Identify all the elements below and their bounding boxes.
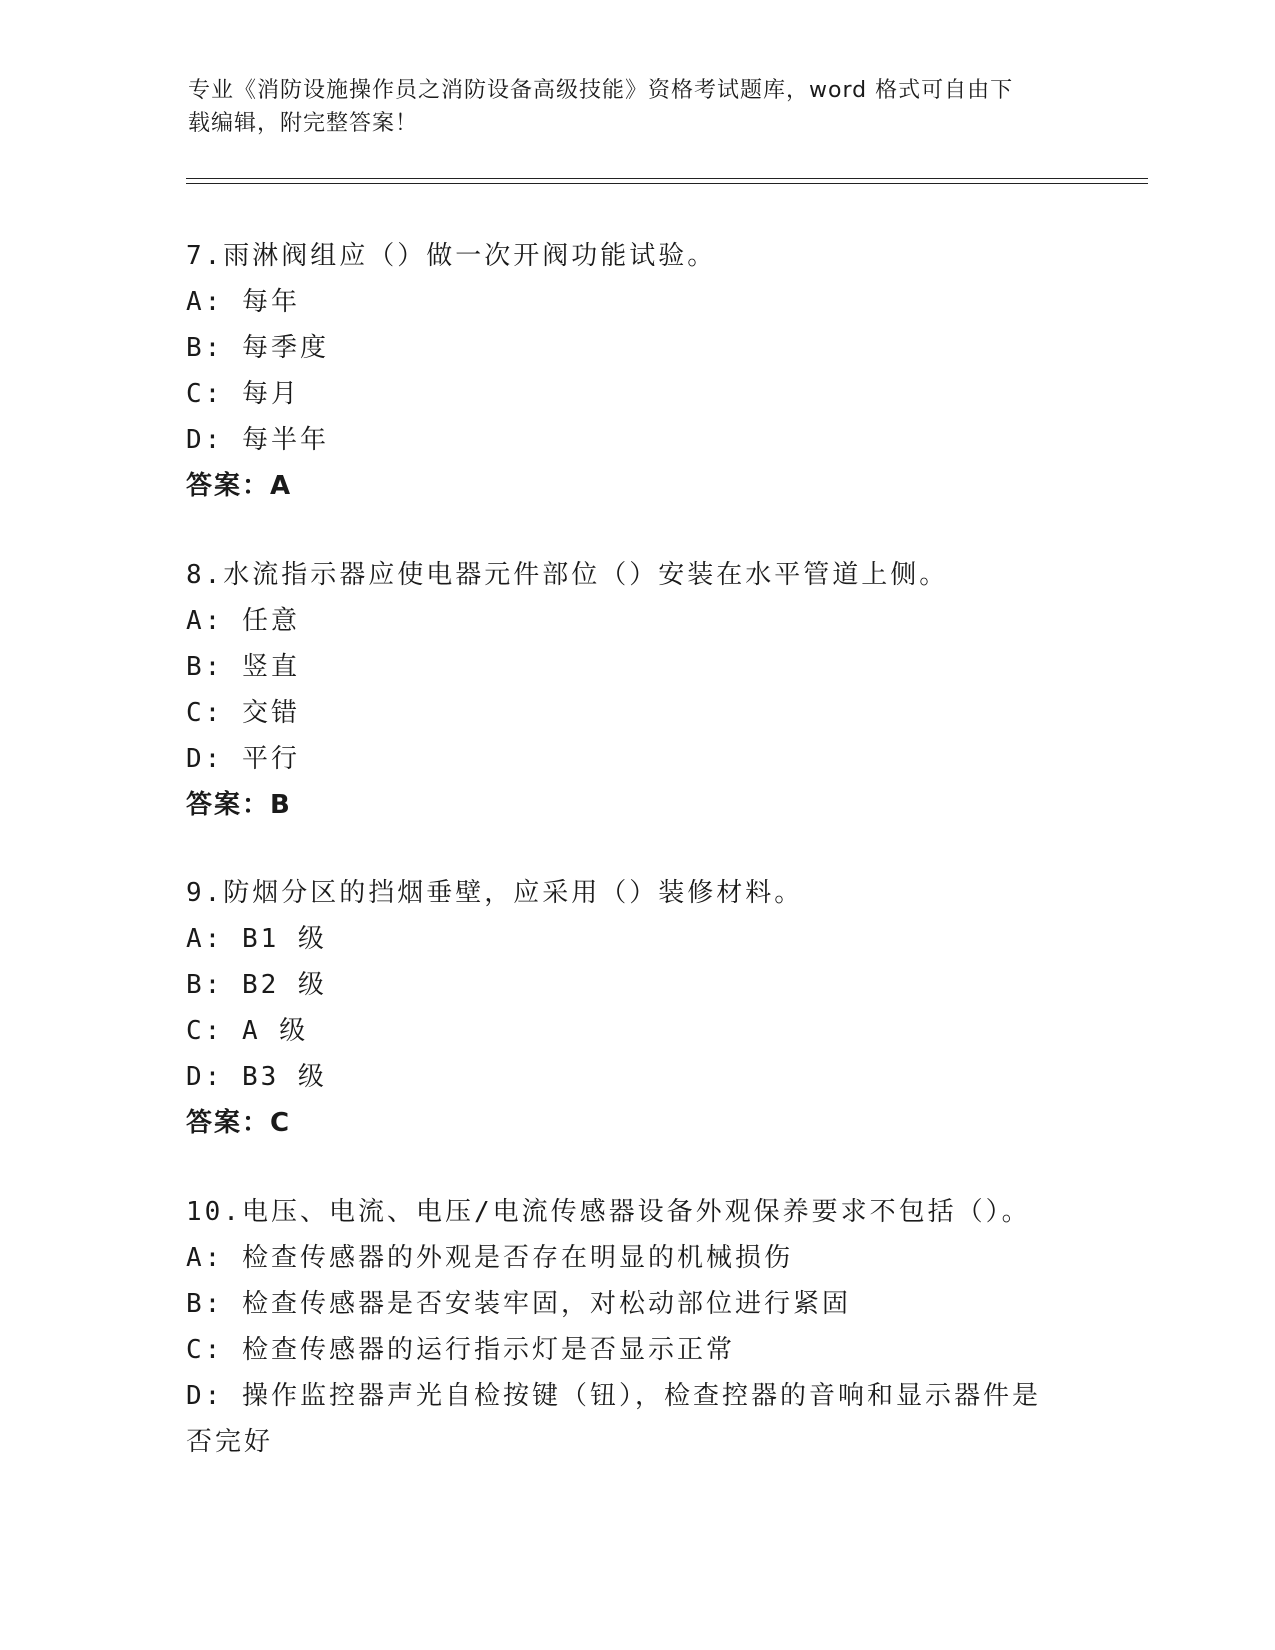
option-b: B: 检查传感器是否安装牢固，对松动部位进行紧固 <box>186 1289 851 1319</box>
answer-line: 答案：B <box>186 790 292 820</box>
option-d: D: 每半年 <box>186 425 329 455</box>
header-line-1: 专业《消防设施操作员之消防设备高级技能》资格考试题库，word 格式可自由下 <box>188 78 1014 103</box>
question-7 <box>186 233 1086 509</box>
question-stem: 9.防烟分区的挡烟垂壁，应采用（）装修材料。 <box>186 878 804 908</box>
option-b: B: B2 级 <box>186 970 327 1000</box>
option-d: D: 平行 <box>186 744 300 774</box>
question-stem: 7.雨淋阀组应（）做一次开阀功能试验。 <box>186 241 717 271</box>
option-b: B: 竖直 <box>186 652 300 682</box>
option-d: D: B3 级 <box>186 1062 327 1092</box>
answer-line: 答案：A <box>186 471 293 501</box>
option-c: C: 每月 <box>186 379 300 409</box>
header-divider-bottom <box>186 183 1148 184</box>
header-line-2: 载编辑，附完整答案！ <box>188 111 419 136</box>
question-stem: 8.水流指示器应使电器元件部位（）安装在水平管道上侧。 <box>186 560 949 590</box>
question-9 <box>186 870 1086 1146</box>
question-8 <box>186 552 1086 828</box>
option-a: A: B1 级 <box>186 924 327 954</box>
question-stem: 10.电压、电流、电压/电流传感器设备外观保养要求不包括（）。 <box>186 1197 1031 1227</box>
option-b: B: 每季度 <box>186 333 329 363</box>
answer-line: 答案：C <box>186 1108 292 1138</box>
document-header <box>188 74 1088 140</box>
option-c: C: A 级 <box>186 1016 309 1046</box>
option-a: A: 检查传感器的外观是否存在明显的机械损伤 <box>186 1243 793 1273</box>
option-a: A: 任意 <box>186 606 300 636</box>
option-c: C: 交错 <box>186 698 300 728</box>
header-divider-top <box>186 178 1148 179</box>
question-10 <box>186 1189 1086 1465</box>
option-a: A: 每年 <box>186 287 300 317</box>
option-d: D: 操作监控器声光自检按键（钮），检查控器的音响和显示器件是否完好 <box>186 1381 1041 1457</box>
option-c: C: 检查传感器的运行指示灯是否显示正常 <box>186 1335 735 1365</box>
